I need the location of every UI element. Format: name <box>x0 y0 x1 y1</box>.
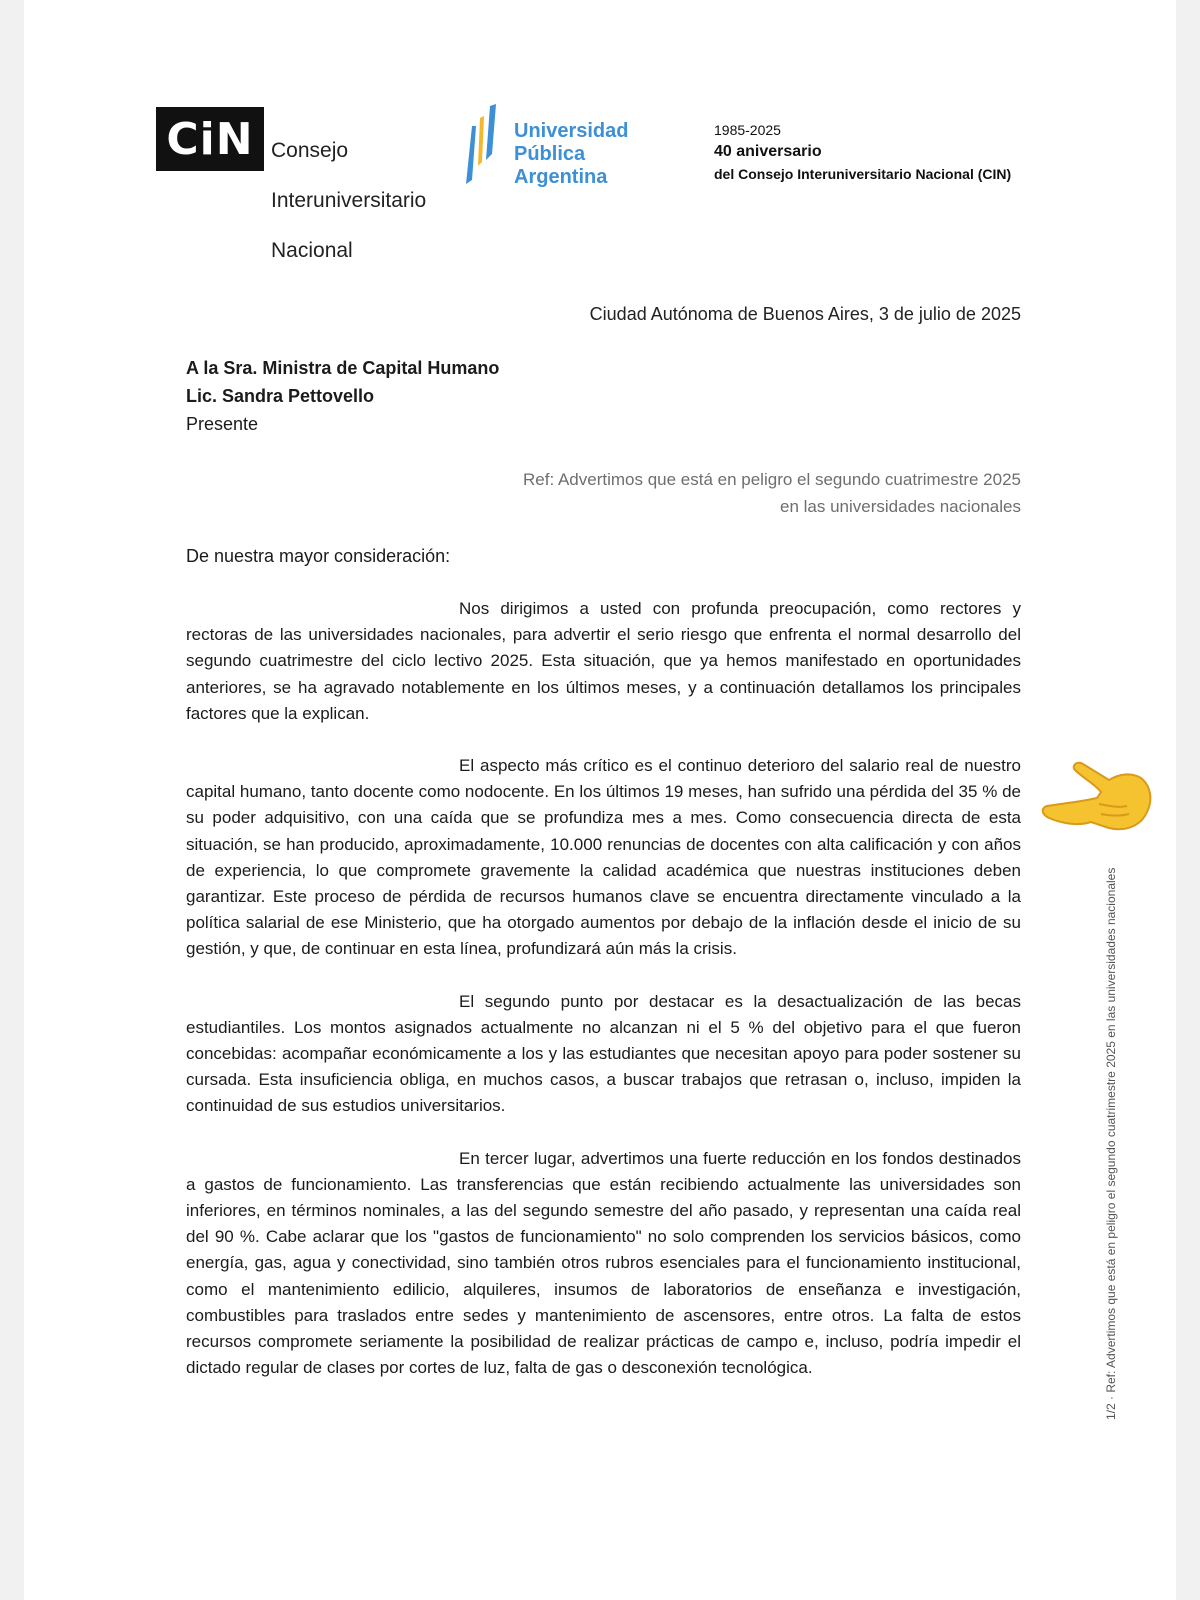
side-footer-note: 1/2 · Ref: Advertimos que está en peligro el segundo cuatrimestre 2025 en las universidades nacionales <box>1104 867 1118 1420</box>
cin-name-line: Interuniversitario <box>271 189 427 212</box>
paragraph: El aspecto más crítico es el continuo deterioro del salario real de nuestro capital humano, tanto docente como nodocente. En los últimos 19 meses, han sufrido una pérdida del 35 % de su poder adquisitivo, con una caída que se profundiza mes a mes. Como consecuencia directa de esta situación, se han producido, aproximadamente, 10.000 renuncias de docentes con alta calificación y con años de experiencia, lo que compromete gravemente la calidad académica que nuestras instituciones deben garantizar. Este proceso de pérdida de recursos humanos clave se encuentra directamente vinculado a la política salarial de ese Ministerio, que ha otorgado aumentos por debajo de la inflación desde el inicio de su gestión, y que, de continuar en esta línea, profundizará aún más la crisis. <box>186 756 1021 959</box>
salutation: De nuestra mayor consideración: <box>186 546 451 566</box>
cin-name <box>271 113 426 288</box>
recipient-title: A la Sra. Ministra de Capital Humano <box>186 358 500 378</box>
upa-name-line: Pública <box>514 143 586 165</box>
recipient-block <box>186 354 499 438</box>
recipient-name: Lic. Sandra Pettovello <box>186 386 375 406</box>
upa-name-line: Argentina <box>514 166 608 188</box>
letter-page <box>24 0 1176 1600</box>
anniversary-years: 1985-2025 <box>714 122 781 138</box>
recipient-presente: Presente <box>186 414 259 434</box>
paragraph: En tercer lugar, advertimos una fuerte reducción en los fondos destinados a gastos de funcionamiento. Las transferencias que están recibiendo actualmente las universidades son inferiores, en términos nominales, a las del segundo semestre del año pasado, y representan una caída real del 90 %. Cabe aclarar que los "gastos de funcionamiento" no solo comprenden los servicios básicos, como energía, gas, agua y conectividad, sino también otros rubros esenciales para el funcionamiento institucional, como el mantenimiento edilicio, alquileres, insumos de laboratorios de enseñanza e investigación, combustibles para traslados entre sedes y mantenimiento de ascensores, entre otros. La falta de estos recursos compromete seriamente la posibilidad de realizar prácticas de campo e, incluso, podría impedir el dictado regular de clases por cortes de luz, falta de gas o desconexión tecnológica. <box>186 1148 1021 1378</box>
cin-name-line: Consejo <box>271 139 349 162</box>
upa-name-line: Universidad <box>514 120 629 142</box>
reference-line-1: Ref: Advertimos que está en peligro el segundo cuatrimestre 2025 <box>522 470 1021 489</box>
upa-name <box>514 120 628 189</box>
letter-date: Ciudad Autónoma de Buenos Aires, 3 de julio de 2025 <box>589 304 1021 324</box>
anniversary-subtitle: del Consejo Interuniversitario Nacional (CIN) <box>714 166 1012 182</box>
upa-logo-icon <box>460 104 504 186</box>
pointing-hand-icon <box>1039 748 1159 848</box>
paragraph: El segundo punto por destacar es la desactualización de las becas estudiantiles. Los montos asignados actualmente no alcanzan ni el 5 % del objetivo para el que fueron concebidas: acompañar económicamente a los y las estudiantes que necesitan apoyo para poder sostener su cursada. Esta insuficiencia obliga, en muchos casos, a buscar trabajos que retrasan o, incluso, impiden la continuidad de sus estudios universitarios. <box>186 991 1021 1116</box>
reference-line-2: en las universidades nacionales <box>780 497 1021 516</box>
reference-line <box>321 466 1021 520</box>
cin-logo: CiN <box>156 107 264 171</box>
cin-name-line: Nacional <box>271 239 353 262</box>
anniversary-block <box>714 119 1011 185</box>
paragraph: Nos dirigimos a usted con profunda preocupación, como rectores y rectoras de las universidades nacionales, para advertir el serio riesgo que enfrenta el normal desarrollo del segundo cuatrimestre del ciclo lectivo 2025. Esta situación, que ya hemos manifestado en oportunidades anteriores, se ha agravado notablemente en los últimos meses, y a continuación detallamos los principales factores que la explican. <box>186 599 1021 723</box>
letter-body <box>186 596 1021 1407</box>
anniversary-title: 40 aniversario <box>714 143 822 160</box>
